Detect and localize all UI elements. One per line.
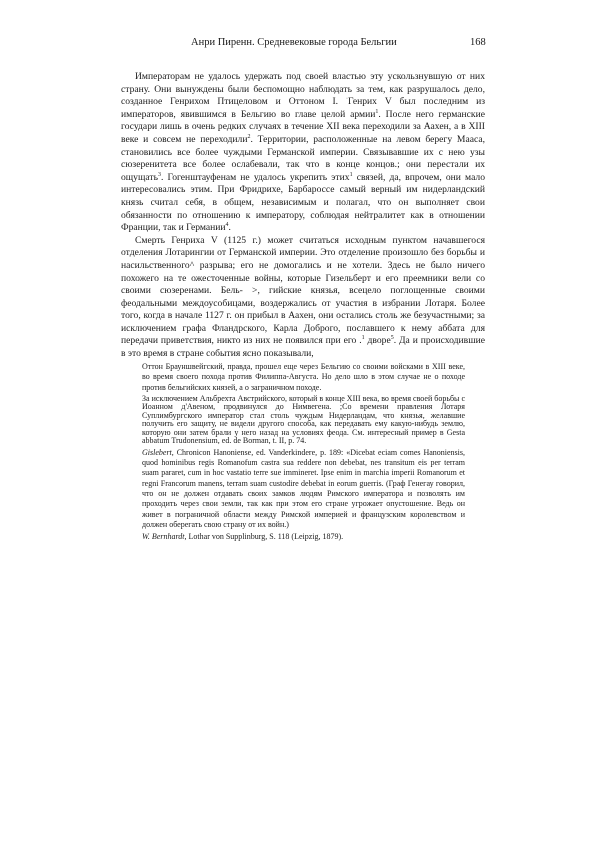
footnote-ref: 3 bbox=[157, 171, 161, 178]
stray-mark: 1 bbox=[361, 335, 365, 342]
stray-mark: · bbox=[346, 96, 348, 102]
footnote-3: Gislebert, Chronicon Hanoniense, ed. Vanderkindere, p. 189: «Dicebat eciam comes Hanoniensis, quod hominibus regis Romanofum castra sua reddere non debebat, nes transitum eis per terram suam pararet, cum in hoc vastatio terre sue immineret. Ipse enim in marchia imperii Romanorum et regni Francorum manens, terram suam custodire debebat in eorum guerris. (Граф Генегау говорил, что он не должен отдавать своих замков людям Римского императора и позволять им проходить через свои земли, так как при этом его стране угрожает опустошение. Ведь он живет в пограничной области между Римской империей и французским королевством и должен оберегать свою страну от их войн.) bbox=[142, 447, 465, 529]
footnote-2: За исключением Альбрехта Австрийского, который в конце XIII века, во время своей борьбы с Иоанном д'Авеном, продвинулся до Нимвегена. ;Со времени правления Лотаря Суплимбургского император стал столь чуждым Нидерландам, что князья, желавшие получить его защиту, не видели другого способа, как передавать ему какую-нибудь землю, которую они затем брали у него назад на условиях феода. См. интересный пример в Gesta abbatum Trudonensium, ed. de Borman, t. II, p. 74. bbox=[142, 393, 465, 446]
footnote-ref: 5 bbox=[390, 335, 394, 342]
footnotes bbox=[142, 362, 465, 545]
footnote-ref: 4 bbox=[225, 221, 229, 228]
footnote-ref: 2 bbox=[247, 133, 251, 140]
stray-mark: 1 bbox=[349, 171, 353, 178]
footnote-1: Оттон Брауншвейгский, правда, прошел еще через Бельгию со своими войсками в XIII веке, во время своего похода против Филиппа-Августа. Но дело шло в этом случае не о походе против бельгийских князей, а о заграничном походе. bbox=[142, 362, 465, 392]
page-number: 168 bbox=[470, 37, 486, 48]
footnote-author: Gislebert bbox=[142, 447, 172, 457]
footnote-ref: 1 bbox=[375, 108, 379, 115]
paragraph-1: Императорам не удалось удержать под своей властью эту ускользнувшую от них страну. Они вынуждены были беспомощно наблюдать за тем, как разрушалось дело, созданное Генрихом Птицеловом и Оттоном I. ·Генрих V был последним из императоров, явившимся в Бельгию во главе целой армии$^1$. После него германские государи лишь в очень редких случаях в течение XII века переходили за Аахен, а в XIII веке и совсем не переходили$^2$. Территории, расположенные на левом берегу Мааса, становились все более чуждыми Германской империи. Связывавшие их с нею узы сюзеренитета все более ослабевали, так что в конце концов.; они перестали их ощущать$^3$. Гогенштауфенам не удалось укрепить этих$^1$ связей, да, впрочем, они мало интересовались этим. При Фридрихе, Барбароссе самый верный им нидерландский князь считал себя, в общем, независимым и полагал, что он выполняет свои обязанности по отношению к императору, соблюдая нейтралитет как в отношении Франции, так и Германии$^4$. bbox=[121, 71, 486, 234]
page-header bbox=[0, 37, 600, 51]
running-title: Анри Пиренн. Средневековые города Бельгии bbox=[191, 37, 397, 48]
paragraph-2: Смерть Генриха V (1125 г.) может считаться исходным пунктом начавшегося отделения Лотарингии от Германской империи. Это отделение произошло без борьбы и насильственного^ разрыва; его не домогались и не хотели. Здесь не было ничего похожего на те ожесточенные войны, которые Гизельберт и его преемники вели со своими сюзеренами. Бель- >, гийские князья, всецело поглощенные своими феодальными междоусобицами, воздержались от участия в избрании Лотаря. Более того, когда в начале 1127 г. он прибыл в Аахен, они остались столь же безучастными; за исключением графа Фландрского, Карла Доброго, пославшего к нему аббата для передачи приветствия, никто из них не появился при его .$^1$ дворе$^5$. Да и происходившие в это время в стране события ясно показывали, bbox=[121, 234, 485, 360]
footnote-author: W. Bernhardt bbox=[142, 532, 185, 542]
main-text bbox=[121, 71, 485, 361]
footnote-4: W. Bernhardt, Lothar von Supplinburg, S. 118 (Leipzig, 1879). bbox=[142, 532, 344, 542]
